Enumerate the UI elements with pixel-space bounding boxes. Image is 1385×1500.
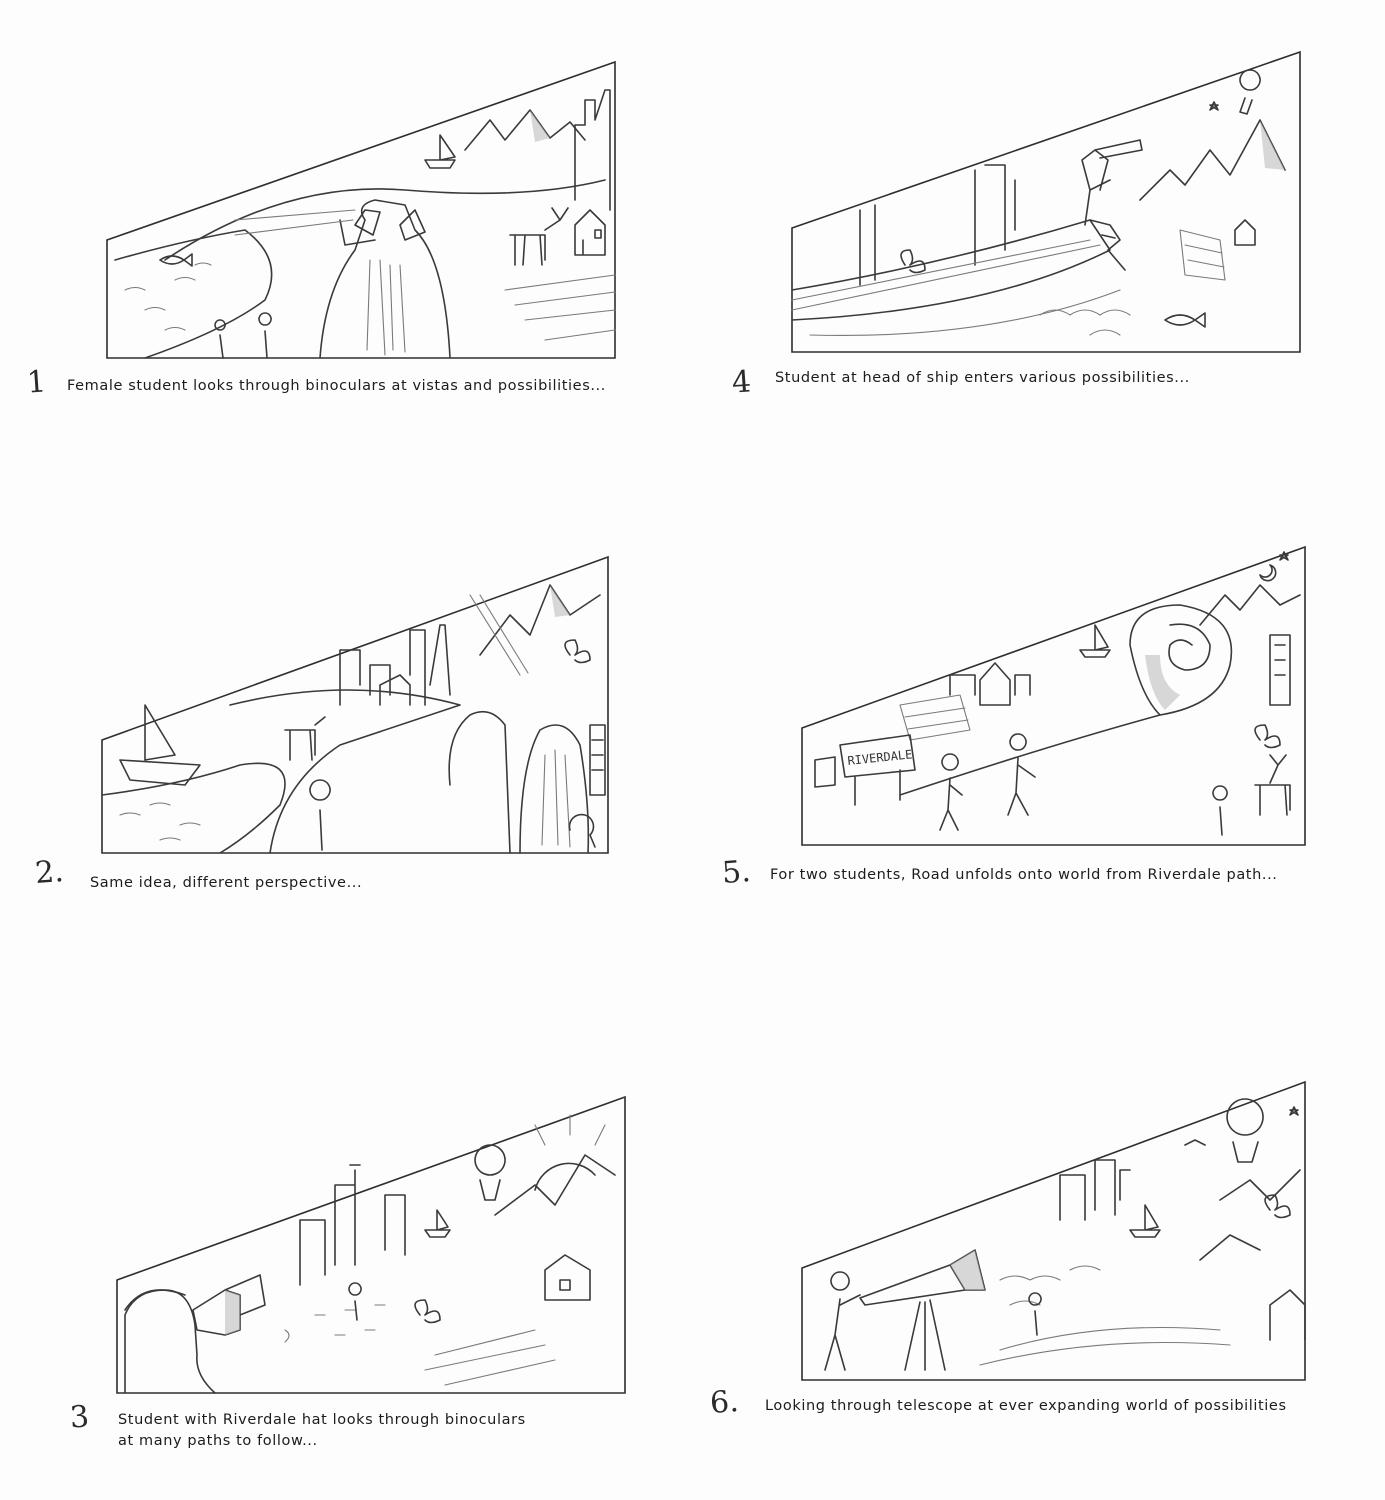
student-figure bbox=[1082, 140, 1142, 225]
house bbox=[575, 210, 605, 255]
moose bbox=[1255, 755, 1290, 815]
city-skyline bbox=[300, 1165, 405, 1285]
tripod bbox=[905, 1300, 945, 1370]
field bbox=[900, 695, 970, 740]
panel-frame bbox=[802, 547, 1305, 845]
student-figure bbox=[825, 1272, 860, 1370]
storyboard-panel-2 bbox=[33, 555, 610, 891]
star bbox=[1210, 102, 1218, 110]
sailboat bbox=[1130, 1205, 1160, 1237]
sailboat bbox=[120, 705, 200, 785]
panel-5-sketch bbox=[800, 545, 1310, 850]
panel-6-caption: Looking through telescope at ever expanding world of possibilities bbox=[765, 1398, 1287, 1414]
house bbox=[980, 663, 1030, 705]
butterfly bbox=[565, 640, 590, 663]
r-logo bbox=[569, 815, 595, 847]
student-figure bbox=[449, 712, 510, 853]
flower bbox=[1029, 1293, 1041, 1335]
panel-3-caption-line-2: at many paths to follow... bbox=[118, 1433, 318, 1449]
field bbox=[1180, 230, 1225, 280]
panel-3-number: 3 bbox=[68, 1399, 91, 1436]
mountains bbox=[495, 1155, 615, 1215]
butterfly bbox=[901, 250, 925, 273]
house bbox=[1270, 1290, 1305, 1340]
storyboard-panel-6 bbox=[708, 1080, 1310, 1421]
riverdale-hat bbox=[125, 1290, 185, 1310]
moose bbox=[510, 208, 568, 265]
flower bbox=[1213, 786, 1227, 835]
panel-2-caption: Same idea, different perspective... bbox=[90, 875, 363, 891]
flower bbox=[349, 1283, 361, 1320]
panel-1-caption: Female student looks through binoculars at vistas and possibilities... bbox=[67, 378, 606, 394]
river bbox=[102, 763, 285, 853]
sun bbox=[535, 1163, 595, 1190]
star bbox=[1290, 1107, 1298, 1115]
fish bbox=[1165, 313, 1205, 327]
butterfly bbox=[1255, 725, 1280, 748]
panel-3-caption-line-1: Student with Riverdale hat looks through binoculars bbox=[118, 1412, 526, 1428]
city-skyline bbox=[575, 90, 610, 210]
house bbox=[380, 675, 410, 705]
student-figure bbox=[940, 754, 962, 830]
sailboat bbox=[1080, 625, 1110, 657]
hot-air-balloon bbox=[475, 1145, 505, 1200]
panel-5-number: 5. bbox=[720, 854, 752, 891]
river bbox=[115, 230, 272, 358]
riverdale-sign-text: RIVERDALE bbox=[846, 747, 913, 768]
house bbox=[545, 1255, 590, 1300]
panel-4-sketch bbox=[790, 50, 1305, 355]
sailboat bbox=[425, 1210, 450, 1237]
road bbox=[230, 690, 460, 853]
field bbox=[980, 1328, 1230, 1366]
sailboat bbox=[425, 135, 455, 168]
mountains bbox=[465, 110, 585, 150]
lightbulb bbox=[1240, 70, 1260, 114]
mountains bbox=[480, 585, 600, 655]
bird bbox=[1185, 1140, 1205, 1145]
field bbox=[425, 1330, 555, 1385]
panel-4-caption: Student at head of ship enters various possibilities... bbox=[775, 370, 1190, 386]
moon bbox=[1260, 565, 1276, 581]
hill bbox=[165, 180, 605, 260]
mountains bbox=[1220, 1170, 1300, 1200]
ship bbox=[792, 220, 1110, 320]
flower bbox=[310, 780, 330, 850]
panel-6-number: 6. bbox=[708, 1384, 740, 1421]
panel-2-number: 2. bbox=[33, 854, 65, 891]
panel-3-sketch bbox=[115, 1095, 630, 1395]
butterfly bbox=[415, 1300, 440, 1323]
panel-frame bbox=[102, 557, 608, 853]
binoculars bbox=[340, 210, 425, 245]
panel-5-caption: For two students, Road unfolds onto world from Riverdale path... bbox=[770, 867, 1278, 883]
student-figure bbox=[320, 200, 450, 358]
panel-1-number: 1 bbox=[25, 364, 48, 401]
house bbox=[1235, 220, 1255, 245]
panel-4-number: 4 bbox=[730, 364, 753, 401]
moose bbox=[285, 717, 325, 760]
panel-2-sketch bbox=[100, 555, 610, 855]
flower bbox=[215, 313, 271, 358]
panel-frame bbox=[117, 1097, 625, 1393]
storyboard-panel-4 bbox=[730, 50, 1305, 401]
student-figure bbox=[1008, 734, 1035, 815]
storyboard-panel-5 bbox=[720, 545, 1310, 891]
panel-1-sketch bbox=[105, 60, 620, 365]
student-figure bbox=[520, 725, 588, 853]
panel-frame bbox=[792, 52, 1300, 352]
panel-6-sketch bbox=[800, 1080, 1310, 1385]
storyboard-panel-3 bbox=[68, 1095, 630, 1449]
storyboard-panel-1 bbox=[25, 60, 620, 401]
